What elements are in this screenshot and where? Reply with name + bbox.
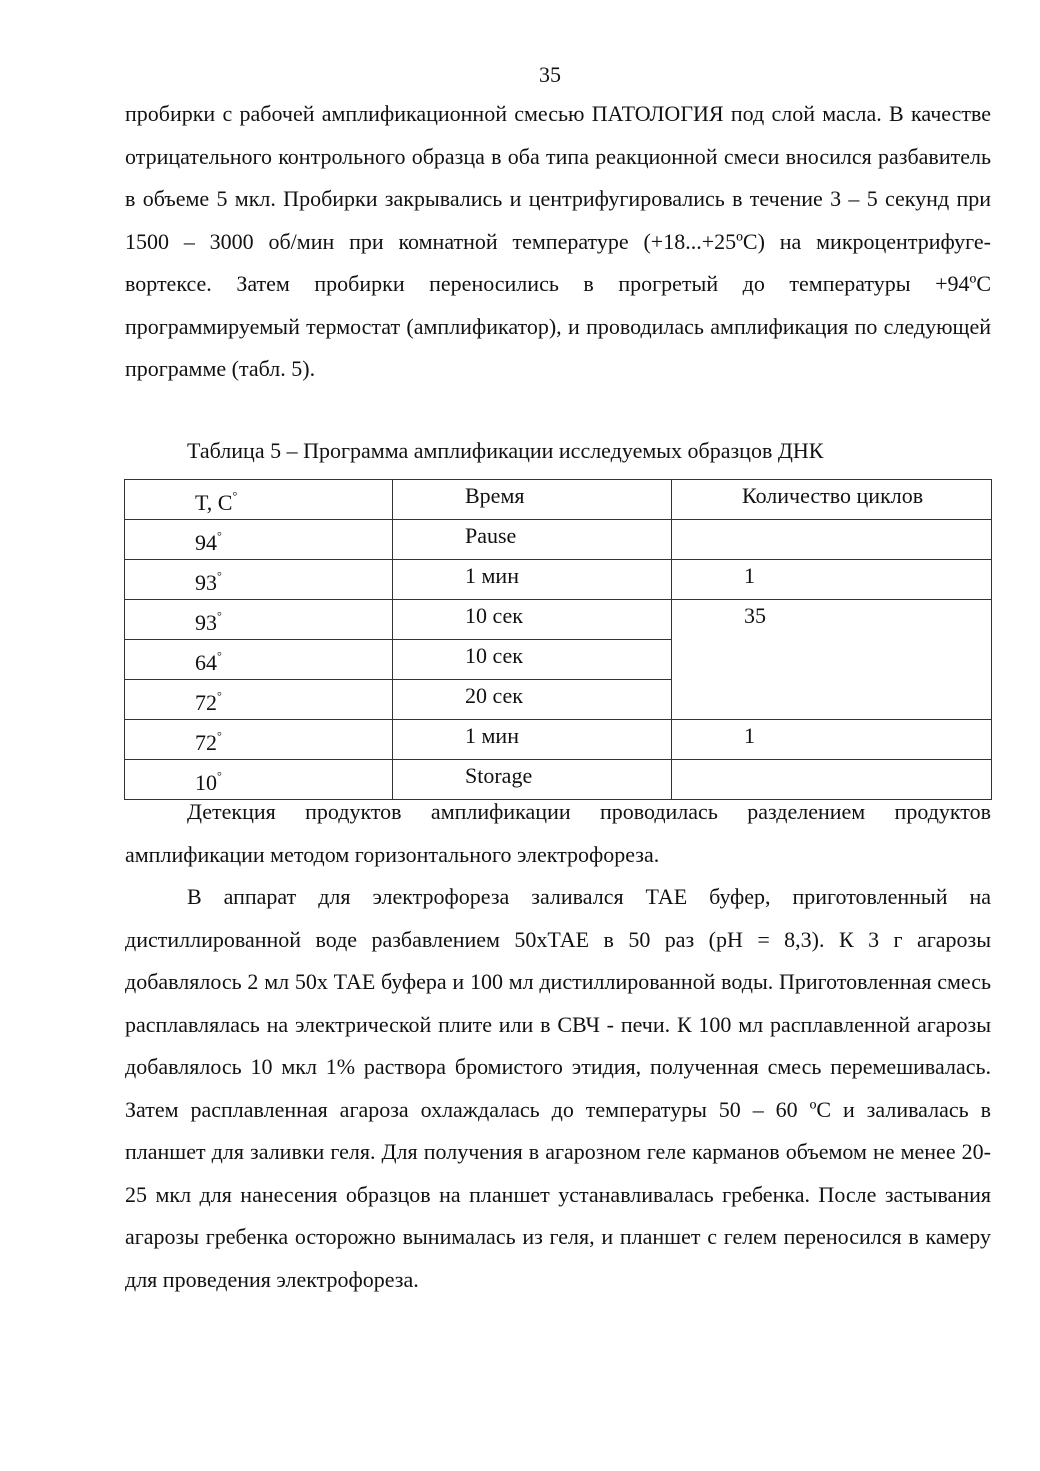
paragraph-detection: Детекция продуктов амплификации проводилась разделением продуктов амплификации методом горизонтального электрофореза. bbox=[125, 799, 991, 867]
cell-cycles-merged: 35 bbox=[672, 600, 992, 720]
cell-cycles: 1 bbox=[672, 720, 992, 760]
cell-temperature: 72° bbox=[125, 680, 393, 720]
paragraph-electrophoresis: В аппарат для электрофореза заливался ТАЕ буфер, приготовленный на дистиллированной воде разбавлением 50хТАЕ в 50 раз (рН = 8,3). К 3 г агарозы добавлялось 2 мл 50х ТАЕ буфера и 100 мл дистиллированной воды. Приготовленная смесь расплавлялась на электрической плите или в СВЧ - печи. К 100 мл расплавленной агарозы добавлялось 10 мкл 1% раствора бромистого этидия, полученная смесь перемешивалась. Затем расплавленная агароза охлаждалась до температуры 50 – 60 ºС и заливалась в планшет для заливки геля. Для получения в агарозном геле карманов объемом не менее 20-25 мкл для нанесения образцов на планшет устанавливалась гребенка. После застывания агарозы гребенка осторожно вынималась из геля, и планшет с гелем переносился в камеру для проведения электрофореза. bbox=[125, 884, 991, 1292]
table-caption: Таблица 5 – Программа амплификации исследуемых образцов ДНК bbox=[187, 438, 824, 463]
paragraph-sample-preparation: пробирки с рабочей амплификационной смесью ПАТОЛОГИЯ под слой масла. В качестве отрицательного контрольного образца в оба типа реакционной смеси вносился разбавитель в объеме 5 мкл. Пробирки закрывались и центрифугировались в течение 3 – 5 секунд при 1500 – 3000 об/мин при комнатной температуре (+18...+25ºС) на микроцентрифуге-вортексе. Затем пробирки переносились в прогретый до температуры +94ºС программируемый термостат (амплификатор), и проводилась амплификация по следующей программе (табл. 5). bbox=[125, 101, 991, 381]
header-temperature: T, C° bbox=[125, 480, 393, 520]
table-row bbox=[125, 600, 992, 640]
table-row bbox=[125, 560, 992, 600]
table-row bbox=[125, 520, 992, 560]
header-cycles: Количество циклов bbox=[672, 480, 992, 520]
cell-temperature: 64° bbox=[125, 640, 393, 680]
table-row bbox=[125, 720, 992, 760]
cell-temperature: 94° bbox=[125, 520, 393, 560]
cell-temperature: 10° bbox=[125, 760, 393, 800]
cell-temperature: 93° bbox=[125, 560, 393, 600]
cell-cycles: 1 bbox=[672, 560, 992, 600]
cell-time: Storage bbox=[393, 760, 672, 800]
page-number: 35 bbox=[539, 62, 561, 87]
cell-time: 10 сек bbox=[393, 600, 672, 640]
cell-cycles bbox=[672, 520, 992, 560]
cell-time: Pause bbox=[393, 520, 672, 560]
table-header-row bbox=[125, 480, 992, 520]
header-time: Время bbox=[393, 480, 672, 520]
amplification-program-table bbox=[124, 479, 992, 800]
cell-temperature: 72° bbox=[125, 720, 393, 760]
cell-temperature: 93° bbox=[125, 600, 393, 640]
cell-time: 1 мин bbox=[393, 560, 672, 600]
cell-time: 1 мин bbox=[393, 720, 672, 760]
cell-time: 10 сек bbox=[393, 640, 672, 680]
cell-time: 20 сек bbox=[393, 680, 672, 720]
